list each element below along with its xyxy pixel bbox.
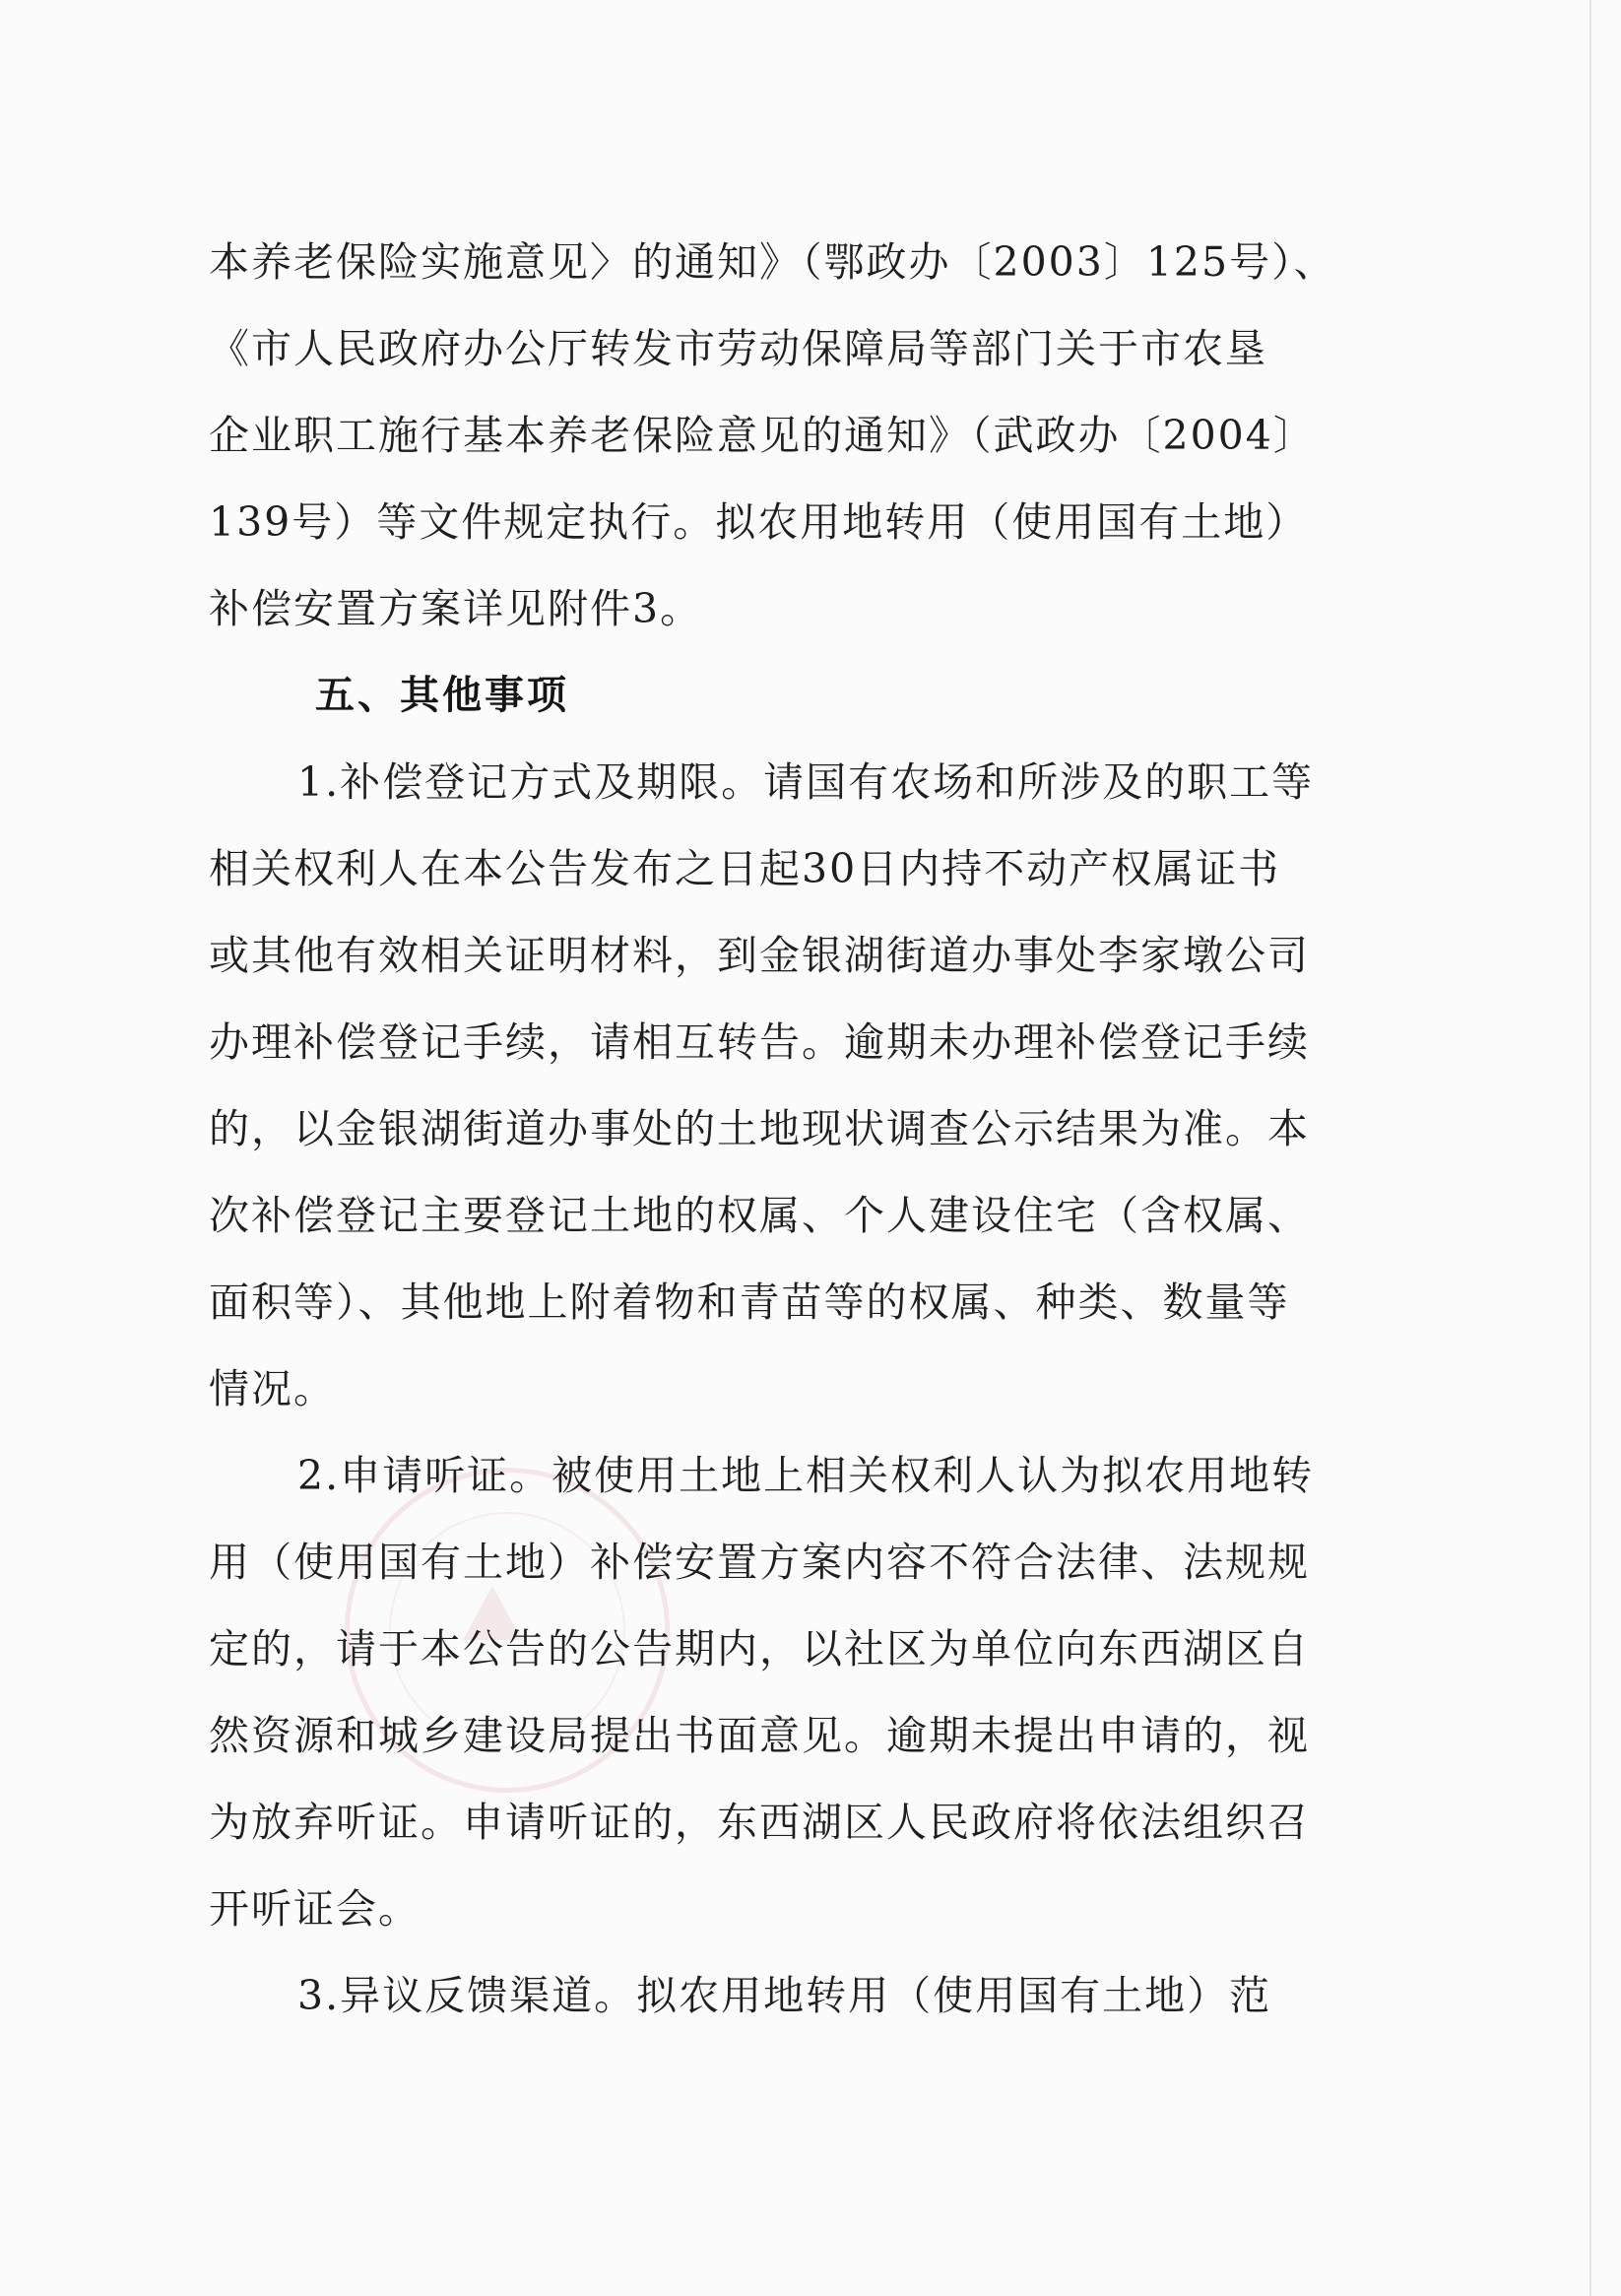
section-heading: 五、其他事项 xyxy=(315,673,569,718)
item-1-line: 次补偿登记主要登记土地的权属、个人建设住宅（含权属、 xyxy=(209,1192,1310,1239)
item-2-line: 开听证会。 xyxy=(209,1885,421,1933)
body-line: 企业职工施行基本养老保险意见的通知》（武政办〔2004〕 xyxy=(209,412,1316,459)
item-2-line: 定的，请于本公告的公告期内，以社区为单位向东西湖区自 xyxy=(209,1625,1310,1673)
document-body xyxy=(209,219,1336,2039)
body-line: 本养老保险实施意见〉的通知》（鄂政办〔2003〕125号）、 xyxy=(209,238,1336,286)
item-1-line: 相关权利人在本公告发布之日起30日内持不动产权属证书 xyxy=(209,845,1281,892)
body-line: 《市人民政府办公厅转发市劳动保障局等部门关于市农垦 xyxy=(209,325,1267,372)
item-2-line: 2.申请听证。被使用土地上相关权利人认为拟农用地转 xyxy=(297,1452,1315,1499)
item-1-line: 情况。 xyxy=(209,1365,336,1412)
item-2-line: 然资源和城乡建设局提出书面意见。逾期未提出申请的，视 xyxy=(209,1712,1310,1759)
item-3-line: 3.异议反馈渠道。拟农用地转用（使用国有土地）范 xyxy=(297,1972,1272,2019)
item-1-line: 面积等）、其他地上附着物和青苗等的权属、种类、数量等 xyxy=(209,1279,1290,1326)
item-2-line: 用（使用国有土地）补偿安置方案内容不符合法律、法规规 xyxy=(209,1539,1310,1586)
item-2-line: 为放弃听证。申请听证的，东西湖区人民政府将依法组织召 xyxy=(209,1799,1310,1846)
body-line: 139号）等文件规定执行。拟农用地转用（使用国有土地） xyxy=(209,498,1309,546)
body-line: 补偿安置方案详见附件3。 xyxy=(209,585,703,632)
scan-edge-line xyxy=(1589,0,1591,2296)
item-1-line: 办理补偿登记手续，请相互转告。逾期未办理补偿登记手续 xyxy=(209,1018,1310,1066)
item-1-line: 的，以金银湖街道办事处的土地现状调查公示结果为准。本 xyxy=(209,1105,1310,1152)
item-1-line: 或其他有效相关证明材料，到金银湖街道办事处李家墩公司 xyxy=(209,932,1310,979)
item-1-line: 1.补偿登记方式及期限。请国有农场和所涉及的职工等 xyxy=(297,758,1315,806)
